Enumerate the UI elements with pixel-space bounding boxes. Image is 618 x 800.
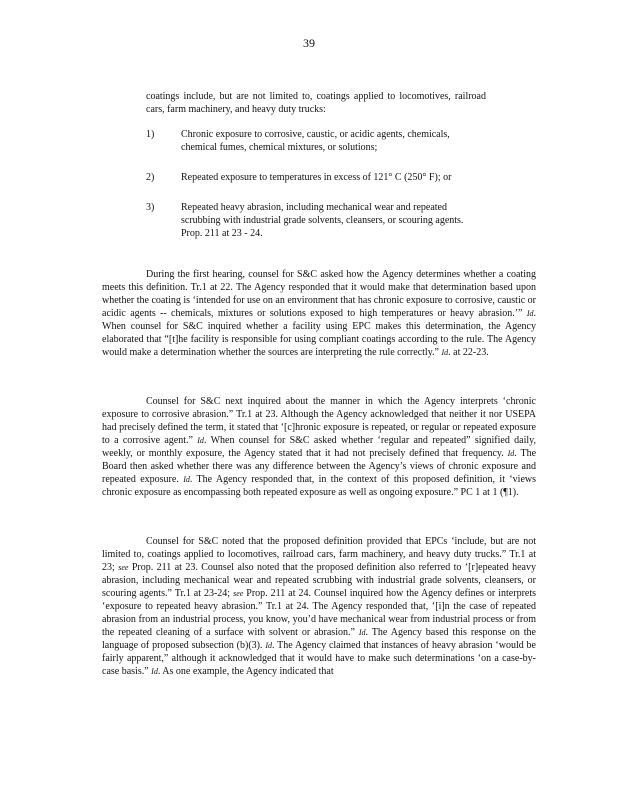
definition-list xyxy=(146,128,486,257)
citation-see: see xyxy=(233,589,244,598)
list-item-text: Repeated heavy abrasion, including mechanical wear and repeated scrubbing with industrial grade solvents, cleansers, or scouring agents. Prop. 211 at 23 - 24. xyxy=(181,202,464,239)
paragraph-text: . When counsel for S&C asked whether ‘regular and repeated” signified daily, weekly, or monthly exposure, the Agency stated that it had not precisely defined that frequency. xyxy=(102,435,536,459)
paragraph-text: . at 22-23. xyxy=(448,347,489,358)
paragraph-text: Prop. 211 at 23. Counsel also noted that the proposed definition also referred to ‘[r]epeated heavy abrasion, including mechanical wear and repeated scrubbing with industrial grade solvents, cleansers, or scouring agents.” Tr.1 at 23-24; xyxy=(102,562,536,599)
citation-see: see xyxy=(118,563,129,572)
paragraph-text: . As one example, the Agency indicated that xyxy=(157,666,334,677)
list-item-text: Repeated exposure to temperatures in excess of 121° C (250° F); or xyxy=(181,172,452,183)
paragraph-text: Counsel for S&C noted that the proposed definition provided that EPCs ‘include, but are not limited to, coatings applied to locomotives, railroad cars, farm machinery, and heavy duty trucks.” Tr.1 at 23; xyxy=(102,536,536,573)
page-number: 39 xyxy=(303,36,315,50)
paragraph-text: . The Agency claimed that instances of heavy abrasion ‘would be fairly apparent,” although it acknowledged that it would have to make such determinations ‘on a case-by-case basis.” xyxy=(102,640,536,677)
list-item-text: Chronic exposure to corrosive, caustic, or acidic agents, chemicals, chemical fumes, chemical mixtures, or solutions; xyxy=(181,129,450,153)
citation-id: Id xyxy=(265,641,273,650)
paragraph-text: . When counsel for S&C inquired whether a facility using EPC makes this determination, the Agency elaborated that “[t]he facility is responsible for using compliant coatings according to the rule. The Agency would make a determination whether the sources are interpreting the rule correctly.” xyxy=(102,308,536,358)
paragraph-text: . The Agency based this response on the language of proposed subsection (b)(3). xyxy=(102,627,536,651)
list-item xyxy=(146,171,486,184)
paragraph-text: . The Agency responded that, in the context of this proposed definition, it ‘views chronic exposure as encompassing both repeated exposure as well as ongoing exposure.” PC 1 at 1 (¶1). xyxy=(102,474,536,498)
paragraph-text: Prop. 211 at 24. Counsel inquired how the Agency defines or interprets ‘exposure to repeated heavy abrasion.” Tr.1 at 24. The Agency responded that, ‘[i]n the case of repeated abrasion from an industrial process, you know, you’d have mechanical wear from industrial process or from the repeated cleaning of a surface with solvent or abrasion.” xyxy=(102,588,537,638)
paragraph-hearing-determination xyxy=(102,268,536,359)
citation-id: Id xyxy=(507,449,515,458)
list-item xyxy=(146,128,486,154)
citation-id: Id xyxy=(183,475,190,484)
intro-text: coatings include, but are not limited to, coatings applied to locomotives, railroad cars, farm machinery, and heavy duty trucks: xyxy=(146,91,486,115)
paragraph-text: . The Board then asked whether there was any difference between the Agency’s views of chronic exposure and repeated exposure. xyxy=(102,448,537,485)
paragraph-text: During the first hearing, counsel for S&C asked how the Agency determines whether a coating meets this definition. Tr.1 at 22. The Agency responded that it would make that determination based upon whether the coating is ‘intended for use on an environment that has chronic exposure to corrosive, caustic or acidic agents -- chemicals, mixtures or solutions exposed to high temperatures or heavy abrasion.’” xyxy=(102,269,536,319)
citation-id: Id xyxy=(197,436,204,445)
paragraph-heavy-abrasion xyxy=(102,535,536,678)
citation-id: Id xyxy=(151,667,158,676)
paragraph-chronic-exposure xyxy=(102,395,536,499)
citation-id: Id xyxy=(441,348,449,357)
list-item xyxy=(146,201,486,240)
paragraph-text: Counsel for S&C next inquired about the manner in which the Agency interprets ‘chronic exposure to corrosive abrasion.” Tr.1 at 23. Although the Agency acknowledged that neither it nor USEPA had precisely defined the term, it stated that ‘[c]hronic exposure is repeated, or regular or repeated exposure to a corrosive agent.” xyxy=(102,396,536,446)
citation-id: Id xyxy=(358,628,366,637)
list-item-number: 2) xyxy=(146,172,155,183)
list-item-number: 1) xyxy=(146,129,155,140)
citation-id: Id xyxy=(526,309,534,318)
list-item-number: 3) xyxy=(146,202,155,213)
